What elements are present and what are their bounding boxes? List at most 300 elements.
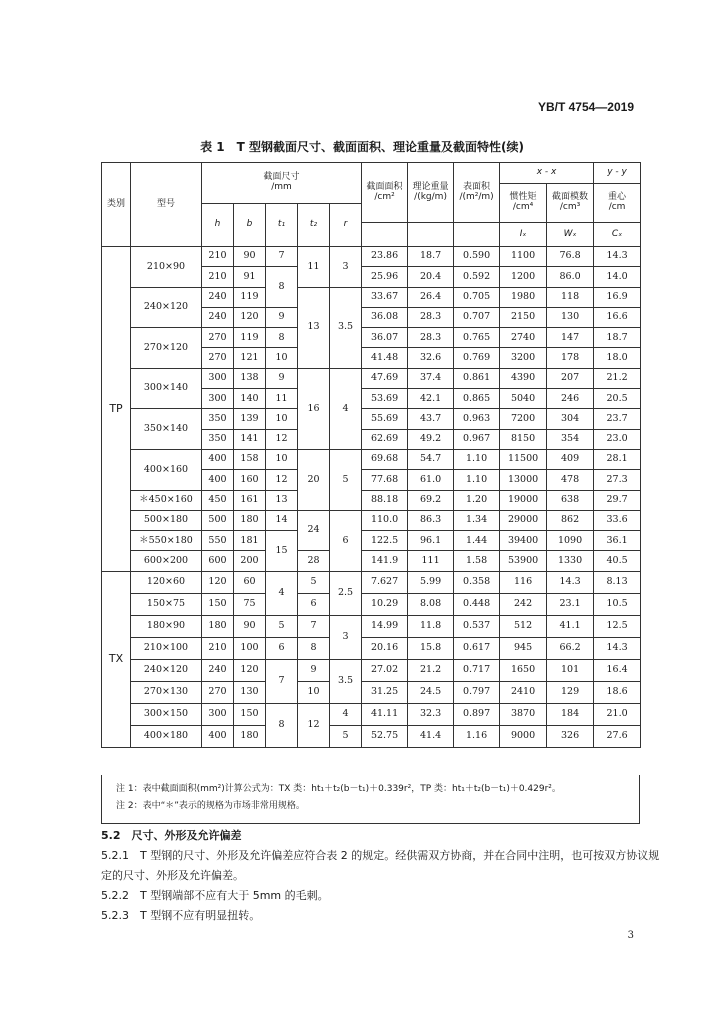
model-cell: 210×90 xyxy=(131,247,202,288)
model-cell: 240×120 xyxy=(131,287,202,328)
cell-wx: 246 xyxy=(547,389,594,409)
header-surface-blank xyxy=(454,223,500,247)
cell-wx: 23.1 xyxy=(547,593,594,615)
cell-wx: 354 xyxy=(547,429,594,449)
cell-weight: 111 xyxy=(408,551,454,571)
note-2: 注 2：表中“＊”表示的规格为市场非常用规格。 xyxy=(116,801,305,812)
cell-area: 55.69 xyxy=(362,409,408,429)
cell-surface: 1.16 xyxy=(454,725,500,747)
header-h: h xyxy=(202,204,234,247)
cell-r: 4 xyxy=(330,368,362,449)
table-row xyxy=(102,681,641,703)
cell-surface: 0.358 xyxy=(454,571,500,593)
cell-area: 41.48 xyxy=(362,348,408,368)
cell-b: 90 xyxy=(234,247,266,267)
cell-h: 300 xyxy=(202,389,234,409)
cell-weight: 18.7 xyxy=(408,247,454,267)
cell-t2: 16 xyxy=(298,368,330,449)
note-1: 注 1：表中截面面积(mm²)计算公式为：TX 类：ht₁＋t₂(b－t₁)＋0.339r²，TP 类：ht₁＋t₂(b－t₁)＋0.429r²。 xyxy=(116,784,561,794)
cell-cx: 33.6 xyxy=(594,510,641,530)
cell-t1: 10 xyxy=(266,449,298,469)
cell-r: 2.5 xyxy=(330,571,362,615)
section-properties-table xyxy=(101,162,641,748)
cell-surface: 0.448 xyxy=(454,593,500,615)
cell-cx: 12.5 xyxy=(594,615,641,637)
cell-area: 33.67 xyxy=(362,287,408,307)
section-heading-text: 5.2 尺寸、外形及允许偏差 xyxy=(101,829,242,842)
cell-b: 91 xyxy=(234,267,266,287)
cell-cx: 18.0 xyxy=(594,348,641,368)
model-cell: 180×90 xyxy=(131,615,202,637)
model-cell: 300×140 xyxy=(131,368,202,409)
cell-cx: 29.7 xyxy=(594,490,641,510)
cell-b: 119 xyxy=(234,328,266,348)
cell-ix: 13000 xyxy=(500,470,547,490)
header-model: 型号 xyxy=(131,163,202,247)
cell-area: 7.627 xyxy=(362,571,408,593)
model-cell: 210×100 xyxy=(131,637,202,659)
cell-ix: 7200 xyxy=(500,409,547,429)
paragraph-5-2-3: 5.2.3 T 型钢不应有明显扭转。 xyxy=(101,909,261,922)
cell-r: 3.5 xyxy=(330,287,362,368)
cell-b: 200 xyxy=(234,551,266,571)
paragraph-5-2-1: 5.2.1 T 型钢的尺寸、外形及允许偏差应符合表 2 的规定。经供需双方协商，并在合同中注明，也可按双方协议规定的尺寸、外形及允许偏差。 xyxy=(101,849,660,882)
cell-cx: 14.3 xyxy=(594,637,641,659)
cell-h: 210 xyxy=(202,637,234,659)
header-area: 截面面积 /cm² xyxy=(362,163,408,223)
cell-t1: 8 xyxy=(266,703,298,747)
model-cell: 270×130 xyxy=(131,681,202,703)
model-cell: 300×150 xyxy=(131,703,202,725)
table-row xyxy=(102,247,641,267)
cell-r: 3 xyxy=(330,247,362,288)
cell-h: 270 xyxy=(202,681,234,703)
cell-area: 25.96 xyxy=(362,267,408,287)
cell-surface: 0.617 xyxy=(454,637,500,659)
cell-weight: 11.8 xyxy=(408,615,454,637)
cell-wx: 86.0 xyxy=(547,267,594,287)
cell-surface: 1.44 xyxy=(454,531,500,551)
header-modulus: 截面模数 /cm³ xyxy=(547,184,594,223)
cell-h: 400 xyxy=(202,470,234,490)
cell-ix: 1200 xyxy=(500,267,547,287)
table-row xyxy=(102,615,641,637)
model-cell: 500×180 xyxy=(131,510,202,530)
cell-area: 27.02 xyxy=(362,659,408,681)
cell-b: 140 xyxy=(234,389,266,409)
cell-wx: 207 xyxy=(547,368,594,388)
cell-b: 139 xyxy=(234,409,266,429)
cell-area: 23.86 xyxy=(362,247,408,267)
category-cell-tx: TX xyxy=(102,571,131,747)
cell-r: 6 xyxy=(330,510,362,571)
cell-weight: 15.8 xyxy=(408,637,454,659)
table-row xyxy=(102,637,641,659)
cell-ix: 3870 xyxy=(500,703,547,725)
model-cell: 120×60 xyxy=(131,571,202,593)
cell-ix: 945 xyxy=(500,637,547,659)
header-cx: Cₓ xyxy=(594,223,641,247)
cell-t2: 12 xyxy=(298,703,330,747)
page-number: 3 xyxy=(627,930,634,941)
cell-t2: 7 xyxy=(298,615,330,637)
header-weight: 理论重量 /(kg/m) xyxy=(408,163,454,223)
cell-cx: 8.13 xyxy=(594,571,641,593)
cell-t1: 10 xyxy=(266,348,298,368)
cell-ix: 116 xyxy=(500,571,547,593)
cell-surface: 1.20 xyxy=(454,490,500,510)
cell-b: 181 xyxy=(234,531,266,551)
header-area-blank xyxy=(362,223,408,247)
table-row xyxy=(102,551,641,571)
cell-weight: 69.2 xyxy=(408,490,454,510)
cell-surface: 0.537 xyxy=(454,615,500,637)
cell-ix: 11500 xyxy=(500,449,547,469)
cell-area: 88.18 xyxy=(362,490,408,510)
header-category: 类别 xyxy=(102,163,131,247)
header-centroid: 重心 /cm xyxy=(594,184,641,223)
cell-ix: 4390 xyxy=(500,368,547,388)
cell-weight: 26.4 xyxy=(408,287,454,307)
cell-wx: 304 xyxy=(547,409,594,429)
cell-ix: 2740 xyxy=(500,328,547,348)
cell-area: 36.08 xyxy=(362,307,408,327)
table-row xyxy=(102,409,641,429)
cell-b: 138 xyxy=(234,368,266,388)
cell-cx: 14.0 xyxy=(594,267,641,287)
cell-wx: 638 xyxy=(547,490,594,510)
cell-wx: 178 xyxy=(547,348,594,368)
model-cell: ＊450×160 xyxy=(131,490,202,510)
header-inertia: 惯性矩 /cm⁴ xyxy=(500,184,547,223)
cell-b: 60 xyxy=(234,571,266,593)
cell-cx: 21.0 xyxy=(594,703,641,725)
table-notes xyxy=(101,775,640,824)
cell-cx: 40.5 xyxy=(594,551,641,571)
cell-h: 210 xyxy=(202,267,234,287)
table-row xyxy=(102,593,641,615)
category-cell-tp: TP xyxy=(102,247,131,572)
cell-area: 52.75 xyxy=(362,725,408,747)
cell-wx: 862 xyxy=(547,510,594,530)
cell-b: 130 xyxy=(234,681,266,703)
table-row xyxy=(102,490,641,510)
cell-ix: 1650 xyxy=(500,659,547,681)
cell-h: 210 xyxy=(202,247,234,267)
cell-area: 110.0 xyxy=(362,510,408,530)
paragraph-5-2-2: 5.2.2 T 型钢端部不应有大于 5mm 的毛刺。 xyxy=(101,889,329,902)
cell-weight: 49.2 xyxy=(408,429,454,449)
cell-h: 300 xyxy=(202,368,234,388)
cell-ix: 242 xyxy=(500,593,547,615)
cell-h: 240 xyxy=(202,659,234,681)
cell-weight: 54.7 xyxy=(408,449,454,469)
cell-cx: 36.1 xyxy=(594,531,641,551)
cell-b: 158 xyxy=(234,449,266,469)
cell-r: 5 xyxy=(330,725,362,747)
cell-b: 120 xyxy=(234,307,266,327)
cell-weight: 8.08 xyxy=(408,593,454,615)
cell-t1: 9 xyxy=(266,368,298,388)
cell-t1: 6 xyxy=(266,637,298,659)
cell-wx: 409 xyxy=(547,449,594,469)
cell-h: 400 xyxy=(202,449,234,469)
cell-area: 20.16 xyxy=(362,637,408,659)
cell-t1: 8 xyxy=(266,328,298,348)
cell-b: 160 xyxy=(234,470,266,490)
table-row xyxy=(102,328,641,348)
table-row xyxy=(102,703,641,725)
cell-ix: 1100 xyxy=(500,247,547,267)
cell-ix: 8150 xyxy=(500,429,547,449)
cell-area: 53.69 xyxy=(362,389,408,409)
cell-ix: 19000 xyxy=(500,490,547,510)
cell-b: 150 xyxy=(234,703,266,725)
cell-surface: 0.861 xyxy=(454,368,500,388)
header-t2: t₂ xyxy=(298,204,330,247)
cell-h: 550 xyxy=(202,531,234,551)
cell-cx: 28.1 xyxy=(594,449,641,469)
cell-b: 75 xyxy=(234,593,266,615)
cell-wx: 118 xyxy=(547,287,594,307)
cell-surface: 0.963 xyxy=(454,409,500,429)
cell-ix: 9000 xyxy=(500,725,547,747)
cell-b: 90 xyxy=(234,615,266,637)
cell-cx: 18.7 xyxy=(594,328,641,348)
cell-t2: 5 xyxy=(298,571,330,593)
cell-ix: 39400 xyxy=(500,531,547,551)
cell-surface: 0.865 xyxy=(454,389,500,409)
cell-cx: 27.3 xyxy=(594,470,641,490)
cell-t2: 6 xyxy=(298,593,330,615)
cell-b: 180 xyxy=(234,725,266,747)
header-axis-yy: y - y xyxy=(594,163,641,184)
cell-cx: 23.7 xyxy=(594,409,641,429)
cell-weight: 61.0 xyxy=(408,470,454,490)
model-cell: 240×120 xyxy=(131,659,202,681)
cell-h: 270 xyxy=(202,348,234,368)
cell-wx: 326 xyxy=(547,725,594,747)
cell-t2: 11 xyxy=(298,247,330,288)
header-weight-blank xyxy=(408,223,454,247)
cell-b: 121 xyxy=(234,348,266,368)
cell-t2: 8 xyxy=(298,637,330,659)
cell-t1: 7 xyxy=(266,247,298,267)
cell-r: 4 xyxy=(330,703,362,725)
table-row xyxy=(102,571,641,593)
model-cell: 400×180 xyxy=(131,725,202,747)
header-r: r xyxy=(330,204,362,247)
cell-surface: 0.765 xyxy=(454,328,500,348)
cell-cx: 10.5 xyxy=(594,593,641,615)
cell-b: 161 xyxy=(234,490,266,510)
cell-surface: 0.967 xyxy=(454,429,500,449)
cell-wx: 478 xyxy=(547,470,594,490)
cell-weight: 42.1 xyxy=(408,389,454,409)
cell-area: 14.99 xyxy=(362,615,408,637)
cell-area: 62.69 xyxy=(362,429,408,449)
header-dimensions: 截面尺寸 /mm xyxy=(202,163,362,204)
cell-area: 31.25 xyxy=(362,681,408,703)
cell-t1: 9 xyxy=(266,307,298,327)
cell-weight: 28.3 xyxy=(408,328,454,348)
cell-t1: 12 xyxy=(266,429,298,449)
cell-h: 600 xyxy=(202,551,234,571)
cell-h: 350 xyxy=(202,409,234,429)
cell-t1: 5 xyxy=(266,615,298,637)
table-row xyxy=(102,659,641,681)
table-row xyxy=(102,531,641,551)
cell-h: 270 xyxy=(202,328,234,348)
cell-ix: 1980 xyxy=(500,287,547,307)
cell-weight: 37.4 xyxy=(408,368,454,388)
cell-cx: 18.6 xyxy=(594,681,641,703)
cell-surface: 0.590 xyxy=(454,247,500,267)
cell-h: 120 xyxy=(202,571,234,593)
cell-t1: 4 xyxy=(266,571,298,615)
cell-weight: 96.1 xyxy=(408,531,454,551)
cell-ix: 5040 xyxy=(500,389,547,409)
cell-wx: 101 xyxy=(547,659,594,681)
header-surface: 表面积 /(m²/m) xyxy=(454,163,500,223)
cell-cx: 20.5 xyxy=(594,389,641,409)
header-wx: Wₓ xyxy=(547,223,594,247)
cell-t1: 15 xyxy=(266,531,298,572)
cell-surface: 0.769 xyxy=(454,348,500,368)
cell-r: 5 xyxy=(330,449,362,510)
cell-surface: 0.797 xyxy=(454,681,500,703)
cell-wx: 147 xyxy=(547,328,594,348)
cell-cx: 23.0 xyxy=(594,429,641,449)
table-row xyxy=(102,287,641,307)
cell-area: 47.69 xyxy=(362,368,408,388)
cell-weight: 32.6 xyxy=(408,348,454,368)
cell-wx: 130 xyxy=(547,307,594,327)
cell-surface: 1.34 xyxy=(454,510,500,530)
cell-weight: 32.3 xyxy=(408,703,454,725)
cell-weight: 24.5 xyxy=(408,681,454,703)
cell-weight: 41.4 xyxy=(408,725,454,747)
model-cell: 350×140 xyxy=(131,409,202,450)
header-axis-xx: x - x xyxy=(500,163,594,184)
model-cell: 400×160 xyxy=(131,449,202,490)
model-cell: 600×200 xyxy=(131,551,202,571)
cell-surface: 0.592 xyxy=(454,267,500,287)
cell-t1: 7 xyxy=(266,659,298,703)
header-ix: Iₓ xyxy=(500,223,547,247)
cell-ix: 2150 xyxy=(500,307,547,327)
cell-surface: 1.10 xyxy=(454,449,500,469)
cell-surface: 0.705 xyxy=(454,287,500,307)
cell-h: 150 xyxy=(202,593,234,615)
cell-h: 500 xyxy=(202,510,234,530)
cell-surface: 0.707 xyxy=(454,307,500,327)
cell-h: 450 xyxy=(202,490,234,510)
cell-h: 350 xyxy=(202,429,234,449)
cell-b: 100 xyxy=(234,637,266,659)
model-cell: 150×75 xyxy=(131,593,202,615)
cell-ix: 2410 xyxy=(500,681,547,703)
cell-cx: 16.4 xyxy=(594,659,641,681)
cell-wx: 14.3 xyxy=(547,571,594,593)
cell-wx: 1330 xyxy=(547,551,594,571)
table-row xyxy=(102,510,641,530)
cell-h: 180 xyxy=(202,615,234,637)
cell-weight: 20.4 xyxy=(408,267,454,287)
cell-wx: 184 xyxy=(547,703,594,725)
section-heading xyxy=(101,826,661,846)
cell-wx: 1090 xyxy=(547,531,594,551)
cell-h: 300 xyxy=(202,703,234,725)
cell-h: 400 xyxy=(202,725,234,747)
cell-t2: 10 xyxy=(298,681,330,703)
cell-t2: 20 xyxy=(298,449,330,510)
cell-ix: 3200 xyxy=(500,348,547,368)
cell-area: 41.11 xyxy=(362,703,408,725)
cell-area: 36.07 xyxy=(362,328,408,348)
cell-h: 240 xyxy=(202,287,234,307)
cell-t1: 8 xyxy=(266,267,298,308)
cell-area: 77.68 xyxy=(362,470,408,490)
cell-t1: 10 xyxy=(266,409,298,429)
cell-r: 3 xyxy=(330,615,362,659)
cell-b: 120 xyxy=(234,659,266,681)
cell-t2: 28 xyxy=(298,551,330,571)
cell-b: 119 xyxy=(234,287,266,307)
cell-area: 141.9 xyxy=(362,551,408,571)
cell-ix: 53900 xyxy=(500,551,547,571)
header-b: b xyxy=(234,204,266,247)
cell-ix: 29000 xyxy=(500,510,547,530)
header-t1: t₁ xyxy=(266,204,298,247)
cell-cx: 27.6 xyxy=(594,725,641,747)
cell-cx: 16.9 xyxy=(594,287,641,307)
model-cell: 270×120 xyxy=(131,328,202,369)
cell-b: 141 xyxy=(234,429,266,449)
cell-area: 122.5 xyxy=(362,531,408,551)
cell-r: 3.5 xyxy=(330,659,362,703)
cell-area: 10.29 xyxy=(362,593,408,615)
cell-wx: 41.1 xyxy=(547,615,594,637)
table-row xyxy=(102,449,641,469)
cell-weight: 28.3 xyxy=(408,307,454,327)
cell-wx: 66.2 xyxy=(547,637,594,659)
cell-wx: 129 xyxy=(547,681,594,703)
cell-t2: 24 xyxy=(298,510,330,551)
cell-t2: 9 xyxy=(298,659,330,681)
standard-number: YB/T 4754—2019 xyxy=(537,100,634,114)
table-caption: 表 1 T 型钢截面尺寸、截面面积、理论重量及截面特性(续) xyxy=(200,140,524,154)
cell-cx: 21.2 xyxy=(594,368,641,388)
cell-cx: 14.3 xyxy=(594,247,641,267)
cell-t1: 11 xyxy=(266,389,298,409)
cell-area: 69.68 xyxy=(362,449,408,469)
table-row xyxy=(102,368,641,388)
cell-t1: 13 xyxy=(266,490,298,510)
model-cell: ＊550×180 xyxy=(131,531,202,551)
cell-surface: 1.10 xyxy=(454,470,500,490)
table-row xyxy=(102,725,641,747)
cell-h: 240 xyxy=(202,307,234,327)
cell-weight: 21.2 xyxy=(408,659,454,681)
cell-surface: 0.897 xyxy=(454,703,500,725)
cell-b: 180 xyxy=(234,510,266,530)
cell-surface: 0.717 xyxy=(454,659,500,681)
cell-cx: 16.6 xyxy=(594,307,641,327)
cell-t1: 12 xyxy=(266,470,298,490)
cell-weight: 43.7 xyxy=(408,409,454,429)
cell-wx: 76.8 xyxy=(547,247,594,267)
